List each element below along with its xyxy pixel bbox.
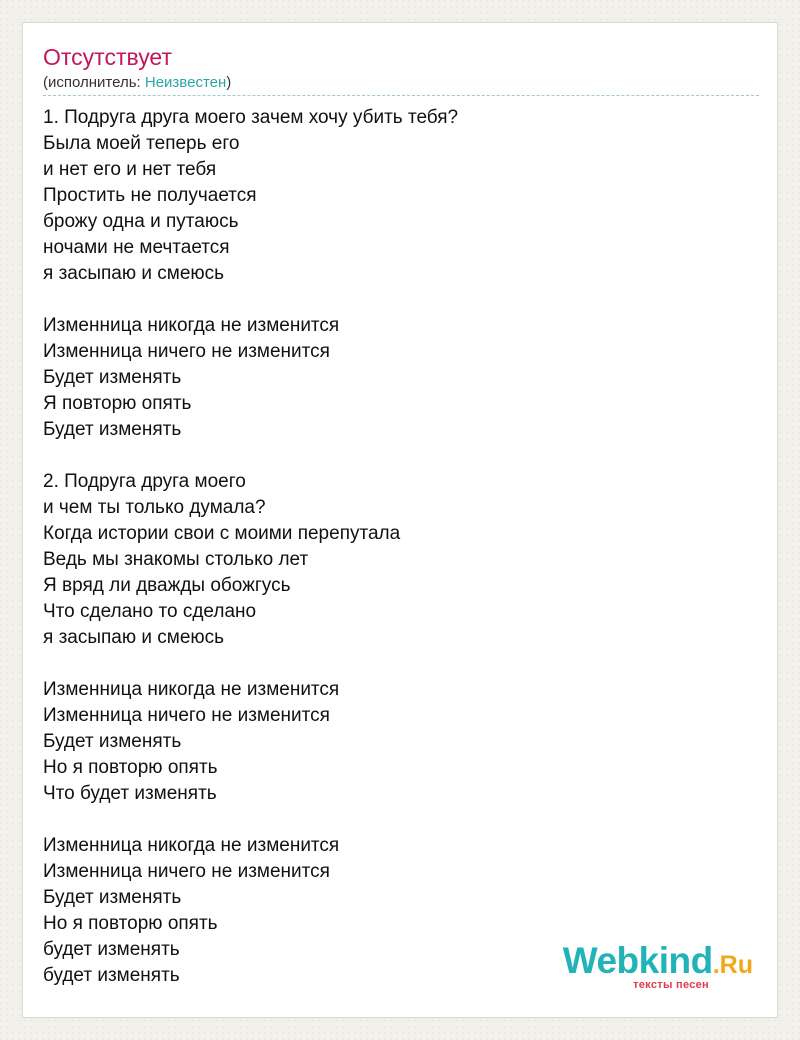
lyrics-line: Но я повторю опять [43,913,218,934]
lyrics-line: и нет его и нет тебя [43,159,217,180]
lyrics-line: и чем ты только думала? [43,497,266,518]
artist-line [43,73,231,93]
lyrics-line: Изменница ничего не изменится [43,705,330,726]
lyrics-line: Что сделано то сделано [43,601,257,622]
lyrics-line: 1. Подруга друга моего зачем хочу убить тебя? [43,107,459,128]
lyrics-line: Изменница ничего не изменится [43,861,330,882]
lyrics-line: Будет изменять [43,731,182,752]
lyrics-line: Изменница никогда не изменится [43,835,340,856]
lyrics-blank-line [43,287,759,313]
logo-main-text: Webkind [562,940,713,981]
lyrics-line: Изменница никогда не изменится [43,315,340,336]
lyrics-line: Была моей теперь его [43,133,240,154]
lyrics-line: Изменница ничего не изменится [43,341,330,362]
site-logo[interactable] [553,941,753,991]
lyrics-line: будет изменять [43,939,180,960]
lyrics-line: Когда истории свои с моими перепутала [43,523,401,544]
lyrics-line: Я повторю опять [43,393,192,414]
lyrics-line: Простить не получается [43,185,257,206]
lyrics-line: Будет изменять [43,367,182,388]
lyrics-blank-line [43,807,759,833]
lyrics-line: Будет изменять [43,887,182,908]
lyrics-blank-line [43,651,759,677]
song-title: Отсутствует [43,44,172,70]
lyrics-blank-line [43,443,759,469]
lyrics-line: ночами не мечтается [43,237,230,258]
artist-link[interactable]: Неизвестен [144,74,227,91]
lyrics-line: 2. Подруга друга моего [43,471,246,492]
lyrics-line: будет изменять [43,965,180,986]
lyrics-line: Но я повторю опять [43,757,218,778]
lyrics-line: я засыпаю и смеюсь [43,627,225,648]
title-divider [43,95,759,96]
lyrics-line: Ведь мы знакомы столько лет [43,549,309,570]
lyrics-text [43,105,759,989]
logo-tld-text: .Ru [712,951,753,979]
lyrics-sheet [22,22,778,1018]
artist-suffix: ) [226,74,232,91]
lyrics-line: брожу одна и путаюсь [43,211,239,232]
artist-prefix: (исполнитель: [43,74,145,91]
lyrics-line: я засыпаю и смеюсь [43,263,225,284]
lyrics-line: Что будет изменять [43,783,217,804]
lyrics-line: Изменница никогда не изменится [43,679,340,700]
lyrics-line: Я вряд ли дважды обожгусь [43,575,291,596]
lyrics-line: Будет изменять [43,419,182,440]
logo-tagline: тексты песен [633,979,709,991]
